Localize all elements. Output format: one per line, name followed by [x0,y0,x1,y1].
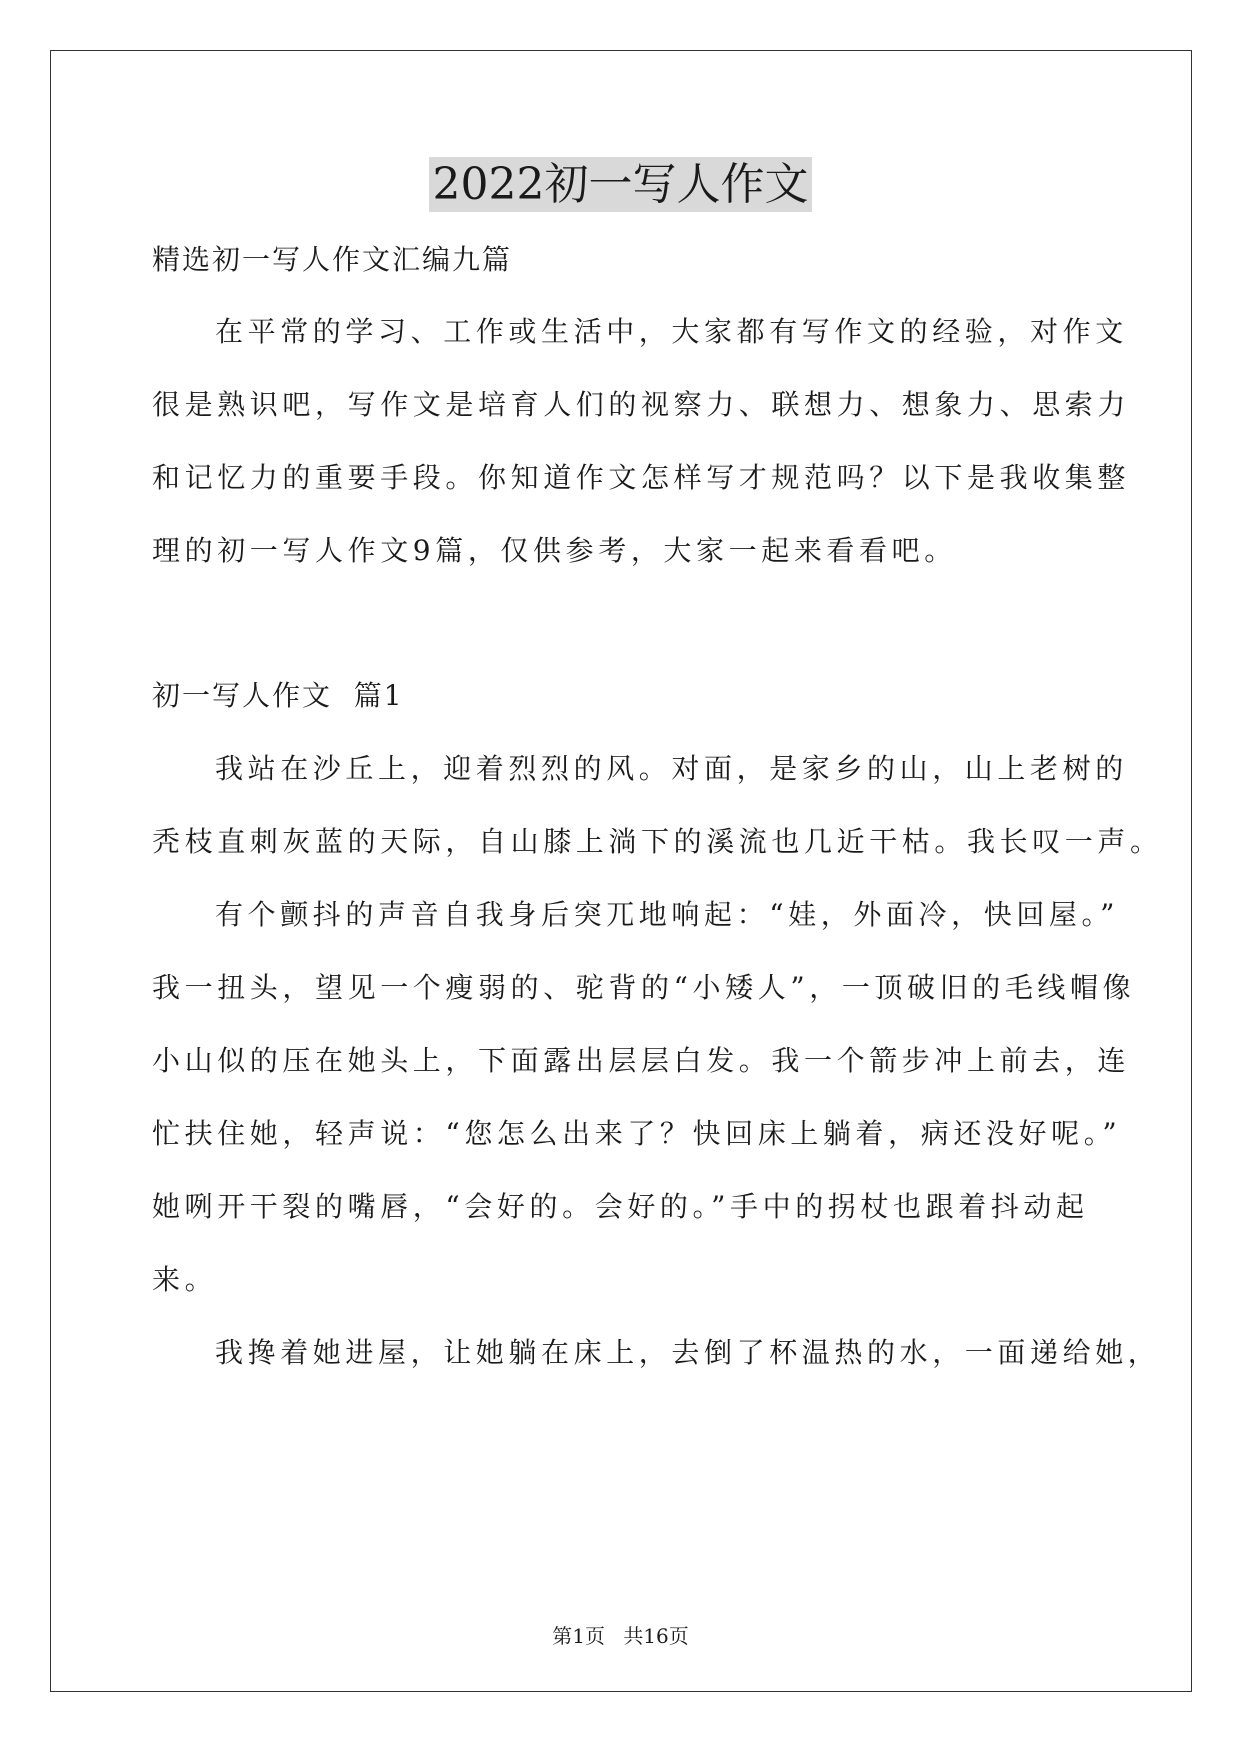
intro-line: 很是熟识吧，写作文是培育人们的视察力、联想力、想象力、思索力 [152,388,1131,421]
document-title-text: 2022初一写人作文 [429,157,813,212]
body-line: 秃枝直刺灰蓝的天际，自山膝上淌下的溪流也几近干枯。我长叹一声。 [152,825,1163,858]
body-line: 有个颤抖的声音自我身后突兀地响起：“娃，外面冷，快回屋。” [215,898,1120,931]
subtitle: 精选初一写人作文汇编九篇 [152,243,513,276]
body-line: 小山似的压在她头上，下面露出层层白发。我一个箭步冲上前去，连 [152,1044,1131,1077]
document-title [0,152,1241,218]
page-number: 第1页 [552,1624,605,1648]
page-footer [0,1622,1241,1650]
page-border [50,50,1192,1692]
body-line: 我搀着她进屋，让她躺在床上，去倒了杯温热的水，一面递给她， [215,1336,1161,1369]
body-line: 我一扭头，望见一个瘦弱的、驼背的“小矮人”，一顶破旧的毛线帽像 [152,971,1136,1004]
body-line: 来。 [152,1263,218,1296]
intro-line: 在平常的学习、工作或生活中，大家都有写作文的经验，对作文 [215,315,1128,348]
intro-line: 和记忆力的重要手段。你知道作文怎样写才规范吗？以下是我收集整 [152,461,1131,494]
body-line: 忙扶住她，轻声说：“您怎么出来了？快回床上躺着，病还没好呢。” [152,1117,1122,1150]
body-line: 她咧开干裂的嘴唇，“会好的。会好的。”手中的拐杖也跟着抖动起 [152,1190,1089,1223]
body-line: 我站在沙丘上，迎着烈烈的风。对面，是家乡的山，山上老树的 [215,752,1128,785]
page-total: 共16页 [623,1624,689,1648]
intro-line: 理的初一写人作文9篇，仅供参考，大家一起来看看吧。 [152,534,957,567]
section-heading: 初一写人作文 篇1 [152,679,404,712]
